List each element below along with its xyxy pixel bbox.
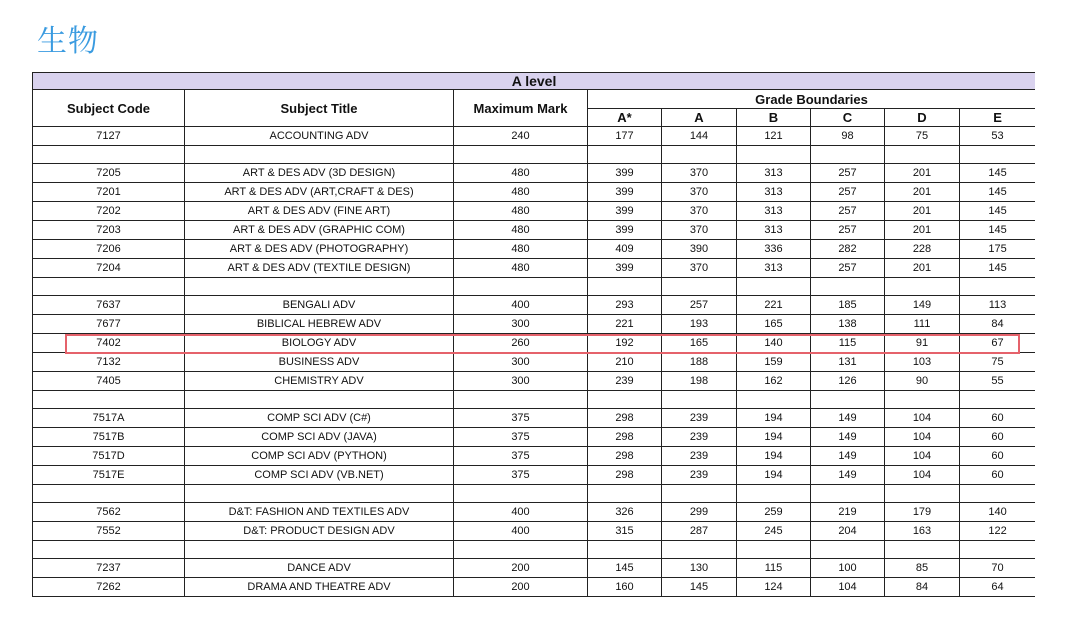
grade-d-cell: 90 bbox=[885, 372, 960, 391]
grade-b-cell: 194 bbox=[737, 409, 811, 428]
table-row bbox=[33, 372, 1036, 391]
blank-cell bbox=[662, 391, 737, 409]
header-grade-a: A bbox=[662, 109, 737, 127]
blank-separator-row bbox=[33, 391, 1036, 409]
grade-a-star-cell: 239 bbox=[588, 372, 662, 391]
grade-c-cell: 138 bbox=[811, 315, 885, 334]
subject-title-cell: COMP SCI ADV (PYTHON) bbox=[185, 447, 454, 466]
subject-title-cell: CHEMISTRY ADV bbox=[185, 372, 454, 391]
grade-e-cell: 60 bbox=[960, 466, 1036, 485]
grade-d-cell: 179 bbox=[885, 503, 960, 522]
table-row bbox=[33, 221, 1036, 240]
table-row bbox=[33, 353, 1036, 372]
grade-a-cell: 239 bbox=[662, 428, 737, 447]
table-row bbox=[33, 202, 1036, 221]
blank-cell bbox=[454, 146, 588, 164]
subject-title-cell: ART & DES ADV (GRAPHIC COM) bbox=[185, 221, 454, 240]
maximum-mark-cell: 400 bbox=[454, 503, 588, 522]
table-row bbox=[33, 164, 1036, 183]
grade-c-cell: 104 bbox=[811, 578, 885, 597]
grade-a-cell: 193 bbox=[662, 315, 737, 334]
subject-code-cell: 7204 bbox=[33, 259, 185, 278]
blank-cell bbox=[185, 541, 454, 559]
header-subject-title: Subject Title bbox=[185, 90, 454, 127]
grade-d-cell: 149 bbox=[885, 296, 960, 315]
subject-title-cell: BUSINESS ADV bbox=[185, 353, 454, 372]
grade-a-cell: 370 bbox=[662, 202, 737, 221]
subject-code-cell: 7517B bbox=[33, 428, 185, 447]
maximum-mark-cell: 200 bbox=[454, 559, 588, 578]
maximum-mark-cell: 300 bbox=[454, 353, 588, 372]
grade-a-cell: 370 bbox=[662, 183, 737, 202]
table-row bbox=[33, 315, 1036, 334]
subject-code-cell: 7677 bbox=[33, 315, 185, 334]
table-row bbox=[33, 447, 1036, 466]
grade-a-cell: 198 bbox=[662, 372, 737, 391]
blank-cell bbox=[454, 278, 588, 296]
grade-c-cell: 282 bbox=[811, 240, 885, 259]
maximum-mark-cell: 260 bbox=[454, 334, 588, 353]
subject-code-cell: 7127 bbox=[33, 127, 185, 146]
blank-cell bbox=[662, 541, 737, 559]
grade-e-cell: 140 bbox=[960, 503, 1036, 522]
grade-e-cell: 84 bbox=[960, 315, 1036, 334]
grade-d-cell: 91 bbox=[885, 334, 960, 353]
table-row-highlighted bbox=[33, 334, 1036, 353]
blank-cell bbox=[33, 146, 185, 164]
grade-a-cell: 370 bbox=[662, 164, 737, 183]
grade-a-cell: 239 bbox=[662, 466, 737, 485]
grade-e-cell: 60 bbox=[960, 428, 1036, 447]
maximum-mark-cell: 300 bbox=[454, 372, 588, 391]
blank-cell bbox=[737, 391, 811, 409]
grade-c-cell: 257 bbox=[811, 259, 885, 278]
subject-title-cell: COMP SCI ADV (C#) bbox=[185, 409, 454, 428]
grade-c-cell: 149 bbox=[811, 466, 885, 485]
subject-title-cell: BENGALI ADV bbox=[185, 296, 454, 315]
blank-cell bbox=[588, 391, 662, 409]
grade-c-cell: 185 bbox=[811, 296, 885, 315]
grade-boundaries-table-container bbox=[32, 72, 1035, 599]
blank-cell bbox=[737, 541, 811, 559]
subject-title-cell: ART & DES ADV (3D DESIGN) bbox=[185, 164, 454, 183]
subject-code-cell: 7637 bbox=[33, 296, 185, 315]
blank-cell bbox=[811, 146, 885, 164]
grade-a-star-cell: 399 bbox=[588, 164, 662, 183]
subject-title-cell: ART & DES ADV (PHOTOGRAPHY) bbox=[185, 240, 454, 259]
grade-d-cell: 104 bbox=[885, 447, 960, 466]
grade-a-cell: 390 bbox=[662, 240, 737, 259]
maximum-mark-cell: 375 bbox=[454, 466, 588, 485]
grade-d-cell: 228 bbox=[885, 240, 960, 259]
table-row bbox=[33, 578, 1036, 597]
blank-separator-row bbox=[33, 541, 1036, 559]
grade-d-cell: 104 bbox=[885, 428, 960, 447]
grade-e-cell: 122 bbox=[960, 522, 1036, 541]
subject-title-cell: ART & DES ADV (TEXTILE DESIGN) bbox=[185, 259, 454, 278]
grade-d-cell: 104 bbox=[885, 466, 960, 485]
grade-d-cell: 201 bbox=[885, 259, 960, 278]
grade-c-cell: 126 bbox=[811, 372, 885, 391]
grade-a-star-cell: 315 bbox=[588, 522, 662, 541]
grade-b-cell: 221 bbox=[737, 296, 811, 315]
blank-cell bbox=[885, 485, 960, 503]
table-row bbox=[33, 428, 1036, 447]
blank-cell bbox=[811, 541, 885, 559]
subject-title-cell: ART & DES ADV (FINE ART) bbox=[185, 202, 454, 221]
table-row bbox=[33, 127, 1036, 146]
blank-cell bbox=[811, 391, 885, 409]
grade-b-cell: 115 bbox=[737, 559, 811, 578]
grade-b-cell: 313 bbox=[737, 164, 811, 183]
blank-cell bbox=[662, 485, 737, 503]
blank-cell bbox=[885, 278, 960, 296]
grade-e-cell: 145 bbox=[960, 202, 1036, 221]
subject-code-cell: 7206 bbox=[33, 240, 185, 259]
grade-e-cell: 67 bbox=[960, 334, 1036, 353]
blank-cell bbox=[662, 146, 737, 164]
grade-c-cell: 149 bbox=[811, 409, 885, 428]
grade-b-cell: 194 bbox=[737, 466, 811, 485]
subject-title-cell: DRAMA AND THEATRE ADV bbox=[185, 578, 454, 597]
grade-a-cell: 239 bbox=[662, 409, 737, 428]
blank-cell bbox=[454, 485, 588, 503]
subject-title-cell: COMP SCI ADV (VB.NET) bbox=[185, 466, 454, 485]
blank-separator-row bbox=[33, 485, 1036, 503]
subject-title-cell: BIBLICAL HEBREW ADV bbox=[185, 315, 454, 334]
grade-a-cell: 370 bbox=[662, 259, 737, 278]
blank-cell bbox=[185, 485, 454, 503]
blank-cell bbox=[185, 391, 454, 409]
table-row bbox=[33, 409, 1036, 428]
blank-cell bbox=[960, 146, 1036, 164]
subject-title-cell: ACCOUNTING ADV bbox=[185, 127, 454, 146]
grade-a-star-cell: 399 bbox=[588, 259, 662, 278]
header-grade-a-star: A* bbox=[588, 109, 662, 127]
blank-cell bbox=[454, 541, 588, 559]
grade-d-cell: 163 bbox=[885, 522, 960, 541]
grade-e-cell: 64 bbox=[960, 578, 1036, 597]
blank-cell bbox=[885, 146, 960, 164]
maximum-mark-cell: 480 bbox=[454, 202, 588, 221]
table-row bbox=[33, 240, 1036, 259]
grade-b-cell: 194 bbox=[737, 428, 811, 447]
grade-b-cell: 313 bbox=[737, 259, 811, 278]
table-row bbox=[33, 466, 1036, 485]
grade-e-cell: 175 bbox=[960, 240, 1036, 259]
grade-e-cell: 145 bbox=[960, 221, 1036, 240]
grade-e-cell: 60 bbox=[960, 447, 1036, 466]
blank-cell bbox=[33, 391, 185, 409]
blank-cell bbox=[33, 541, 185, 559]
blank-cell bbox=[588, 278, 662, 296]
grade-a-cell: 130 bbox=[662, 559, 737, 578]
maximum-mark-cell: 480 bbox=[454, 240, 588, 259]
grade-e-cell: 113 bbox=[960, 296, 1036, 315]
grade-d-cell: 103 bbox=[885, 353, 960, 372]
grade-b-cell: 313 bbox=[737, 221, 811, 240]
grade-a-star-cell: 399 bbox=[588, 202, 662, 221]
blank-cell bbox=[33, 485, 185, 503]
blank-separator-row bbox=[33, 146, 1036, 164]
grade-c-cell: 257 bbox=[811, 183, 885, 202]
blank-cell bbox=[960, 541, 1036, 559]
grade-a-cell: 144 bbox=[662, 127, 737, 146]
table-row bbox=[33, 559, 1036, 578]
blank-cell bbox=[960, 391, 1036, 409]
grade-c-cell: 149 bbox=[811, 428, 885, 447]
grade-b-cell: 336 bbox=[737, 240, 811, 259]
grade-b-cell: 140 bbox=[737, 334, 811, 353]
subject-code-cell: 7552 bbox=[33, 522, 185, 541]
header-grade-d: D bbox=[885, 109, 960, 127]
blank-cell bbox=[588, 146, 662, 164]
grade-c-cell: 257 bbox=[811, 202, 885, 221]
grade-c-cell: 149 bbox=[811, 447, 885, 466]
grade-a-star-cell: 221 bbox=[588, 315, 662, 334]
grade-b-cell: 121 bbox=[737, 127, 811, 146]
grade-a-cell: 188 bbox=[662, 353, 737, 372]
grade-c-cell: 98 bbox=[811, 127, 885, 146]
blank-cell bbox=[811, 278, 885, 296]
grade-a-cell: 239 bbox=[662, 447, 737, 466]
grade-b-cell: 259 bbox=[737, 503, 811, 522]
subject-code-cell: 7203 bbox=[33, 221, 185, 240]
grade-c-cell: 131 bbox=[811, 353, 885, 372]
maximum-mark-cell: 400 bbox=[454, 522, 588, 541]
grade-d-cell: 75 bbox=[885, 127, 960, 146]
subject-title-cell: D&T: PRODUCT DESIGN ADV bbox=[185, 522, 454, 541]
blank-cell bbox=[885, 391, 960, 409]
grade-a-star-cell: 210 bbox=[588, 353, 662, 372]
grade-b-cell: 194 bbox=[737, 447, 811, 466]
blank-cell bbox=[185, 278, 454, 296]
grade-b-cell: 245 bbox=[737, 522, 811, 541]
grade-boundaries-table bbox=[32, 72, 1035, 597]
grade-b-cell: 162 bbox=[737, 372, 811, 391]
table-row bbox=[33, 259, 1036, 278]
blank-cell bbox=[960, 485, 1036, 503]
table-row bbox=[33, 522, 1036, 541]
maximum-mark-cell: 480 bbox=[454, 183, 588, 202]
grade-a-star-cell: 298 bbox=[588, 447, 662, 466]
blank-separator-row bbox=[33, 278, 1036, 296]
grade-a-star-cell: 177 bbox=[588, 127, 662, 146]
grade-a-cell: 165 bbox=[662, 334, 737, 353]
maximum-mark-cell: 300 bbox=[454, 315, 588, 334]
subject-code-cell: 7517E bbox=[33, 466, 185, 485]
grade-b-cell: 124 bbox=[737, 578, 811, 597]
grade-c-cell: 115 bbox=[811, 334, 885, 353]
grade-c-cell: 219 bbox=[811, 503, 885, 522]
grade-b-cell: 313 bbox=[737, 202, 811, 221]
grade-a-cell: 299 bbox=[662, 503, 737, 522]
grade-a-star-cell: 293 bbox=[588, 296, 662, 315]
header-grade-boundaries: Grade Boundaries bbox=[588, 90, 1036, 109]
grade-c-cell: 257 bbox=[811, 164, 885, 183]
blank-cell bbox=[662, 278, 737, 296]
grade-a-star-cell: 192 bbox=[588, 334, 662, 353]
subject-code-cell: 7517A bbox=[33, 409, 185, 428]
blank-cell bbox=[737, 278, 811, 296]
blank-cell bbox=[33, 278, 185, 296]
subject-title-cell: D&T: FASHION AND TEXTILES ADV bbox=[185, 503, 454, 522]
subject-code-cell: 7405 bbox=[33, 372, 185, 391]
subject-title-cell: COMP SCI ADV (JAVA) bbox=[185, 428, 454, 447]
table-row bbox=[33, 503, 1036, 522]
grade-d-cell: 201 bbox=[885, 183, 960, 202]
header-subject-code: Subject Code bbox=[33, 90, 185, 127]
subject-code-cell: 7402 bbox=[33, 334, 185, 353]
maximum-mark-cell: 240 bbox=[454, 127, 588, 146]
grade-e-cell: 55 bbox=[960, 372, 1036, 391]
blank-cell bbox=[737, 485, 811, 503]
blank-cell bbox=[588, 541, 662, 559]
maximum-mark-cell: 200 bbox=[454, 578, 588, 597]
grade-a-star-cell: 298 bbox=[588, 428, 662, 447]
maximum-mark-cell: 375 bbox=[454, 409, 588, 428]
subject-code-cell: 7202 bbox=[33, 202, 185, 221]
grade-c-cell: 100 bbox=[811, 559, 885, 578]
grade-a-star-cell: 298 bbox=[588, 466, 662, 485]
header-maximum-mark: Maximum Mark bbox=[454, 90, 588, 127]
maximum-mark-cell: 480 bbox=[454, 221, 588, 240]
subject-code-cell: 7562 bbox=[33, 503, 185, 522]
grade-b-cell: 159 bbox=[737, 353, 811, 372]
grade-d-cell: 201 bbox=[885, 164, 960, 183]
grade-e-cell: 70 bbox=[960, 559, 1036, 578]
grade-d-cell: 201 bbox=[885, 202, 960, 221]
maximum-mark-cell: 400 bbox=[454, 296, 588, 315]
maximum-mark-cell: 480 bbox=[454, 164, 588, 183]
grade-a-star-cell: 160 bbox=[588, 578, 662, 597]
grade-d-cell: 84 bbox=[885, 578, 960, 597]
subject-code-cell: 7205 bbox=[33, 164, 185, 183]
subject-code-cell: 7262 bbox=[33, 578, 185, 597]
header-grade-b: B bbox=[737, 109, 811, 127]
grade-e-cell: 53 bbox=[960, 127, 1036, 146]
grade-a-star-cell: 298 bbox=[588, 409, 662, 428]
grade-d-cell: 85 bbox=[885, 559, 960, 578]
grade-e-cell: 145 bbox=[960, 259, 1036, 278]
grade-a-cell: 145 bbox=[662, 578, 737, 597]
header-grade-c: C bbox=[811, 109, 885, 127]
subject-code-cell: 7201 bbox=[33, 183, 185, 202]
grade-a-star-cell: 326 bbox=[588, 503, 662, 522]
blank-cell bbox=[960, 278, 1036, 296]
grade-b-cell: 313 bbox=[737, 183, 811, 202]
grade-e-cell: 145 bbox=[960, 164, 1036, 183]
header-grade-e: E bbox=[960, 109, 1036, 127]
blank-cell bbox=[588, 485, 662, 503]
table-row bbox=[33, 183, 1036, 202]
maximum-mark-cell: 375 bbox=[454, 447, 588, 466]
grade-a-cell: 257 bbox=[662, 296, 737, 315]
grade-a-star-cell: 409 bbox=[588, 240, 662, 259]
grade-e-cell: 145 bbox=[960, 183, 1036, 202]
maximum-mark-cell: 375 bbox=[454, 428, 588, 447]
subject-code-cell: 7132 bbox=[33, 353, 185, 372]
subject-title-cell: DANCE ADV bbox=[185, 559, 454, 578]
level-title: A level bbox=[33, 73, 1036, 90]
grade-b-cell: 165 bbox=[737, 315, 811, 334]
blank-cell bbox=[885, 541, 960, 559]
blank-cell bbox=[811, 485, 885, 503]
page-heading: 生物 bbox=[37, 24, 99, 59]
grade-d-cell: 111 bbox=[885, 315, 960, 334]
table-row bbox=[33, 296, 1036, 315]
blank-cell bbox=[185, 146, 454, 164]
grade-a-cell: 287 bbox=[662, 522, 737, 541]
table-body bbox=[33, 127, 1036, 597]
grade-a-star-cell: 399 bbox=[588, 221, 662, 240]
subject-code-cell: 7237 bbox=[33, 559, 185, 578]
blank-cell bbox=[454, 391, 588, 409]
grade-d-cell: 104 bbox=[885, 409, 960, 428]
maximum-mark-cell: 480 bbox=[454, 259, 588, 278]
grade-c-cell: 257 bbox=[811, 221, 885, 240]
grade-e-cell: 75 bbox=[960, 353, 1036, 372]
subject-title-cell: ART & DES ADV (ART,CRAFT & DES) bbox=[185, 183, 454, 202]
grade-a-star-cell: 145 bbox=[588, 559, 662, 578]
grade-a-cell: 370 bbox=[662, 221, 737, 240]
subject-title-cell: BIOLOGY ADV bbox=[185, 334, 454, 353]
grade-a-star-cell: 399 bbox=[588, 183, 662, 202]
grade-d-cell: 201 bbox=[885, 221, 960, 240]
subject-code-cell: 7517D bbox=[33, 447, 185, 466]
grade-e-cell: 60 bbox=[960, 409, 1036, 428]
blank-cell bbox=[737, 146, 811, 164]
grade-c-cell: 204 bbox=[811, 522, 885, 541]
